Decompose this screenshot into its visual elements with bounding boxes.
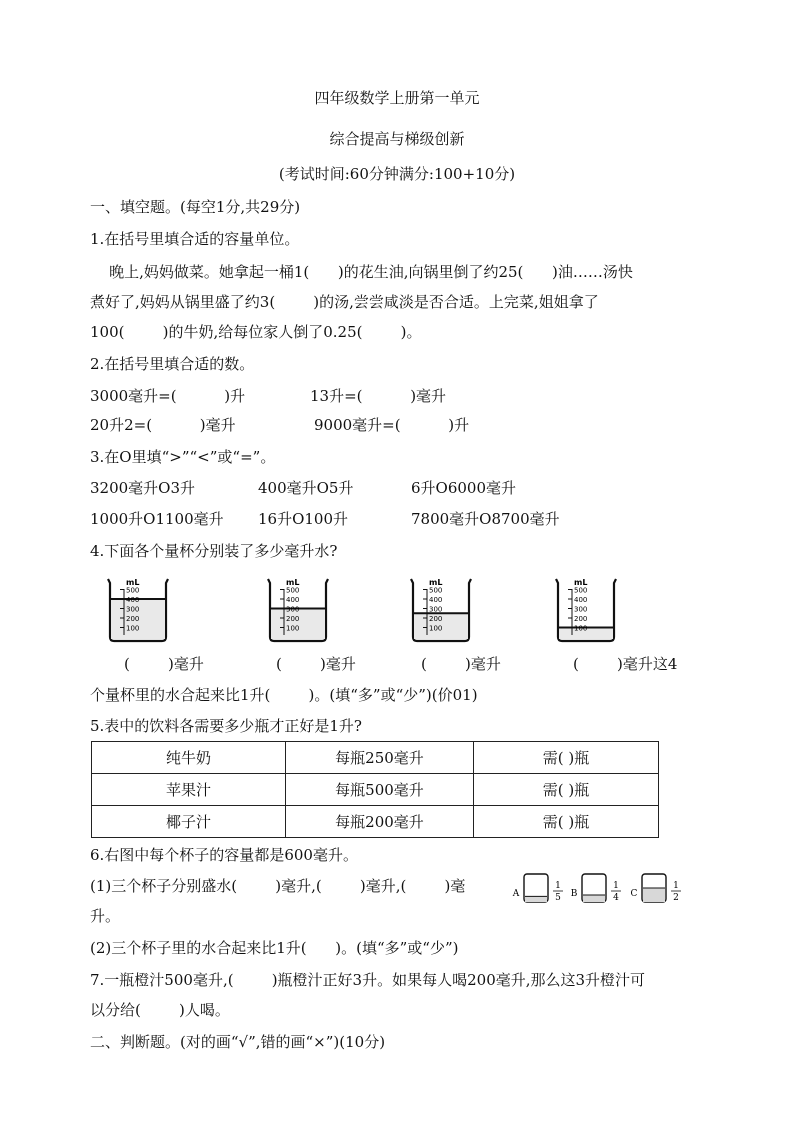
cup-figure-b [570, 866, 628, 912]
scale-tick-label: 100 [429, 624, 443, 633]
question-3-item: 6升O6000毫升 [411, 479, 517, 497]
scale-tick-label: 300 [126, 605, 140, 614]
table-cell: 需( )瓶 [474, 742, 659, 774]
scale-tick-label: 400 [574, 596, 588, 604]
cup-svg [630, 866, 688, 908]
scale-tick-label: 400 [429, 596, 443, 604]
table-cell: 苹果汁 [92, 774, 286, 806]
fraction-denominator: 5 [555, 893, 561, 903]
scale-tick-label: 200 [574, 615, 588, 623]
fraction-denominator: 2 [673, 893, 679, 903]
scale-tick-label: 500 [286, 586, 300, 595]
question-3-item: 3200毫升O3升 [90, 479, 196, 497]
scale-tick-label: 300 [429, 605, 443, 614]
fraction-numerator: 1 [673, 881, 679, 891]
question-4-answer: ( )毫升这4 [573, 655, 678, 673]
question-3-item: 16升O100升 [258, 510, 349, 528]
question-6-prompt: 6.右图中每个杯子的容量都是600毫升。 [90, 846, 358, 864]
scale-unit-label: mL [429, 578, 443, 587]
table-cell: 椰子汁 [92, 806, 286, 838]
exam-info: (考试时间:60分钟满分:100+10分) [278, 165, 516, 183]
question-6-part-2: (2)三个杯子里的水合起来比1升( )。(填“多”或“少”) [90, 939, 459, 957]
scale-tick-label: 500 [574, 586, 588, 595]
question-2-prompt: 2.在括号里填合适的数。 [90, 355, 255, 373]
measuring-cup-image [264, 573, 332, 647]
question-4-answer: ( )毫升 [421, 655, 501, 673]
scale-tick-label: 200 [126, 615, 140, 623]
table-cell: 纯牛奶 [92, 742, 286, 774]
scale-tick-label: 500 [429, 586, 443, 595]
fraction-numerator: 1 [613, 881, 619, 891]
measuring-cup-image [552, 573, 620, 647]
question-4-text: 个量杯里的水合起来比1升( )。(填“多”或“少”)(价01) [90, 686, 478, 704]
question-4-answer: ( )毫升 [124, 655, 204, 673]
fraction-denominator: 4 [613, 893, 619, 903]
question-2-item: 20升2=( )毫升 [90, 416, 236, 434]
scale-tick-label: 300 [574, 605, 588, 614]
question-5-prompt: 5.表中的饮料各需要多少瓶才正好是1升? [90, 717, 362, 735]
page-title: 四年级数学上册第一单元 [314, 89, 480, 107]
table-cell: 每瓶250毫升 [286, 742, 474, 774]
scale-unit-label: mL [286, 578, 300, 587]
question-1-prompt: 1.在括号里填合适的容量单位。 [90, 230, 300, 248]
scale-tick-label: 100 [126, 624, 140, 633]
scale-tick-label: 200 [429, 615, 443, 623]
scale-tick-label: 400 [126, 596, 140, 604]
table-row [92, 742, 659, 774]
cup-water-fill [525, 896, 547, 902]
question-4-prompt: 4.下面各个量杯分别装了多少毫升水? [90, 542, 338, 560]
measuring-cup-image [407, 573, 475, 647]
beaker-svg [264, 573, 332, 643]
beaker-svg [104, 573, 172, 643]
question-2-item: 13升=( )毫升 [310, 387, 447, 405]
beaker-svg [407, 573, 475, 643]
table-cell: 需( )瓶 [474, 774, 659, 806]
cup-label: A [512, 889, 520, 899]
table-row [92, 806, 659, 838]
beaker-svg [552, 573, 620, 643]
table-cell: 每瓶200毫升 [286, 806, 474, 838]
scale-tick-label: 300 [286, 605, 300, 614]
section-heading-fill-blank: 一、填空题。(每空1分,共29分) [90, 198, 301, 216]
scale-tick-label: 200 [286, 615, 300, 623]
question-3-prompt: 3.在O里填“>”“<”或“=”。 [90, 448, 276, 466]
question-3-item: 7800毫升O8700毫升 [411, 510, 560, 528]
page-subtitle: 综合提高与梯级创新 [329, 130, 465, 148]
scale-tick-label: 500 [126, 586, 140, 595]
question-6-part-1: 升。 [90, 907, 121, 925]
measuring-cup-image [104, 573, 172, 647]
question-6-part-1: (1)三个杯子分别盛水( )毫升,( )毫升,( )毫 [90, 877, 466, 895]
cup-label: C [630, 889, 638, 899]
cup-water-fill [643, 888, 665, 902]
cup-label: B [570, 889, 578, 899]
fraction-numerator: 1 [555, 881, 561, 891]
cup-figure-a [512, 866, 570, 912]
question-1-text: 100( )的牛奶,给每位家人倒了0.25( )。 [90, 323, 422, 341]
scale-tick-label: 100 [286, 624, 300, 633]
question-3-item: 400毫升O5升 [258, 479, 354, 497]
section-heading-true-false: 二、判断题。(对的画“√”,错的画“×”)(10分) [90, 1033, 386, 1051]
question-4-answer: ( )毫升 [276, 655, 356, 673]
question-2-item: 3000毫升=( )升 [90, 387, 246, 405]
beverage-table [91, 741, 659, 838]
question-7-text: 7.一瓶橙汁500毫升,( )瓶橙汁正好3升。如果每人喝200毫升,那么这3升橙汁可 [90, 971, 646, 989]
cup-svg [512, 866, 570, 908]
scale-unit-label: mL [574, 578, 588, 587]
scale-unit-label: mL [126, 578, 140, 587]
question-1-text: 晚上,妈妈做菜。她拿起一桶1( )的花生油,向锅里倒了约25( )油……汤快 [90, 263, 633, 281]
question-7-text: 以分给( )人喝。 [90, 1001, 230, 1019]
question-3-item: 1000升O1100毫升 [90, 510, 224, 528]
cup-svg [570, 866, 628, 908]
cup-figure-c [630, 866, 688, 912]
cup-water-fill [583, 895, 605, 902]
table-cell: 需( )瓶 [474, 806, 659, 838]
question-2-item: 9000毫升=( )升 [314, 416, 470, 434]
table-cell: 每瓶500毫升 [286, 774, 474, 806]
table-row [92, 774, 659, 806]
scale-tick-label: 400 [286, 596, 300, 604]
question-1-text: 煮好了,妈妈从锅里盛了约3( )的汤,尝尝咸淡是否合适。上完菜,姐姐拿了 [90, 293, 599, 311]
scale-tick-label: 100 [574, 624, 588, 633]
